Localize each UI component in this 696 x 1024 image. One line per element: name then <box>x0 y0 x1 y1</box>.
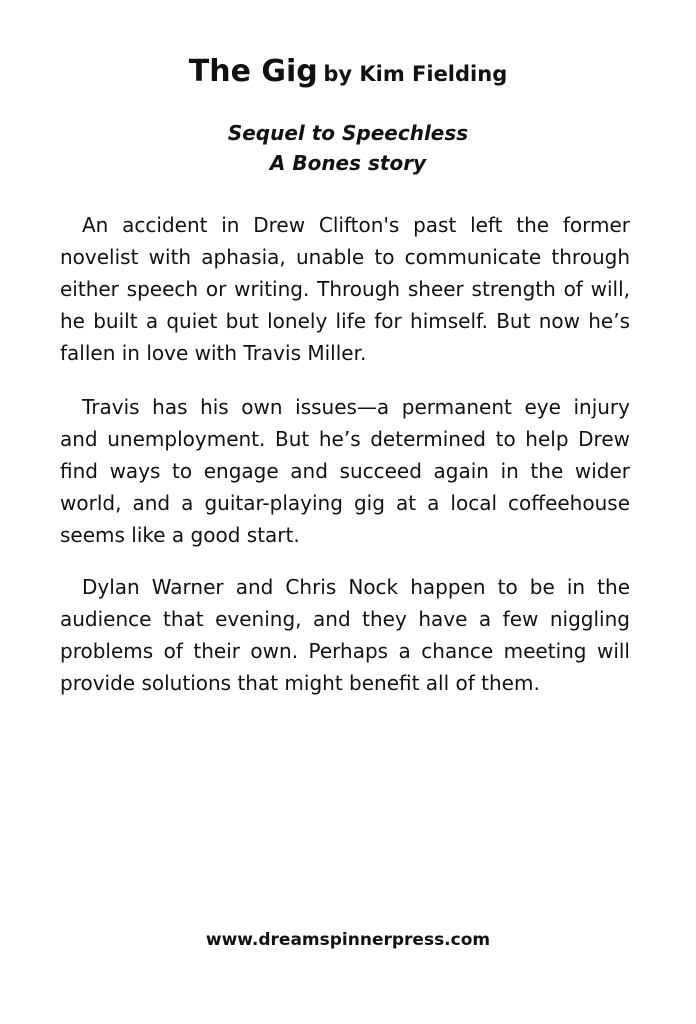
book-title: The Gig <box>188 54 318 89</box>
book-author: by Kim Fielding <box>323 62 508 86</box>
blurb-paragraph-3: Dylan Warner and Chris Nock happen to be in the audience that evening, and they have a few niggling problems of their own. Perhaps a chance meeting will provide solutions that might benefit all of them. <box>60 575 630 695</box>
publisher-url: www.dreamspinnerpress.com <box>205 930 491 950</box>
title-line <box>0 54 696 89</box>
subtitle-sequel: Sequel to Speechless <box>227 121 469 145</box>
blurb-paragraph-1: An accident in Drew Clifton's past left the former novelist with aphasia, unable to communicate through either speech or writing. Through sheer strength of will, he built a quiet but lonely life for himself. But now he’s fallen in love with Travis Miller. <box>60 213 630 365</box>
subtitle-series: A Bones story <box>269 151 427 175</box>
blurb-paragraph-2: Travis has his own issues—a permanent eye injury and unemployment. But he’s determined to help Drew find ways to engage and succeed again in the wider world, and a guitar-playing gig at a local coffeehouse seems like a good start. <box>60 395 630 547</box>
